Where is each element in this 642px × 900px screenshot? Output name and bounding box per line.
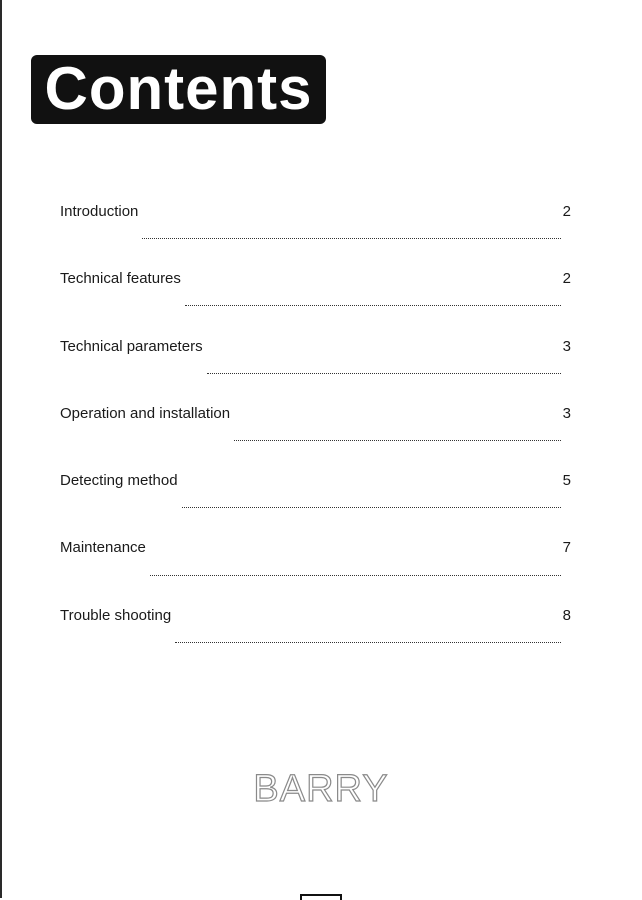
toc-entry-maintenance[interactable]: [60, 537, 571, 604]
brand-wordmark: BARRY: [253, 768, 389, 810]
toc-entry-page: 5: [562, 472, 571, 490]
page-number-tab: [300, 894, 342, 900]
dot-leader: [150, 575, 561, 576]
toc-entry-label: Technical features: [60, 270, 181, 288]
toc-entry-introduction[interactable]: [60, 201, 571, 268]
toc-entry-page: 2: [562, 203, 571, 220]
dot-leader: [142, 238, 560, 239]
toc-entry-technical-features[interactable]: [60, 268, 571, 335]
table-of-contents: [60, 201, 571, 672]
toc-entry-label: Maintenance: [60, 539, 146, 557]
brand-logo: [0, 770, 642, 808]
toc-entry-detecting-method[interactable]: [60, 470, 571, 537]
toc-entry-technical-parameters[interactable]: [60, 336, 571, 403]
toc-entry-label: Trouble shooting: [60, 606, 172, 624]
toc-entry-page: 7: [562, 539, 571, 557]
dot-leader: [234, 440, 561, 441]
toc-entry-label: Detecting method: [60, 472, 178, 490]
toc-entry-page: 3: [562, 404, 571, 422]
page-border: [0, 0, 2, 898]
page-title: Contents: [44, 54, 313, 122]
dot-leader: [207, 373, 561, 374]
toc-entry-trouble-shooting[interactable]: [60, 605, 571, 672]
toc-entry-label: Introduction: [60, 203, 139, 220]
toc-entry-label: Operation and installation: [60, 404, 231, 422]
dot-leader: [175, 642, 560, 643]
toc-entry-page: 2: [562, 270, 571, 288]
dot-leader: [182, 507, 561, 508]
title-banner: [31, 55, 326, 124]
dot-leader: [185, 305, 561, 306]
toc-entry-page: 3: [562, 337, 571, 355]
toc-entry-operation-installation[interactable]: [60, 403, 571, 470]
toc-entry-label: Technical parameters: [60, 337, 203, 355]
toc-entry-page: 8: [562, 606, 571, 624]
